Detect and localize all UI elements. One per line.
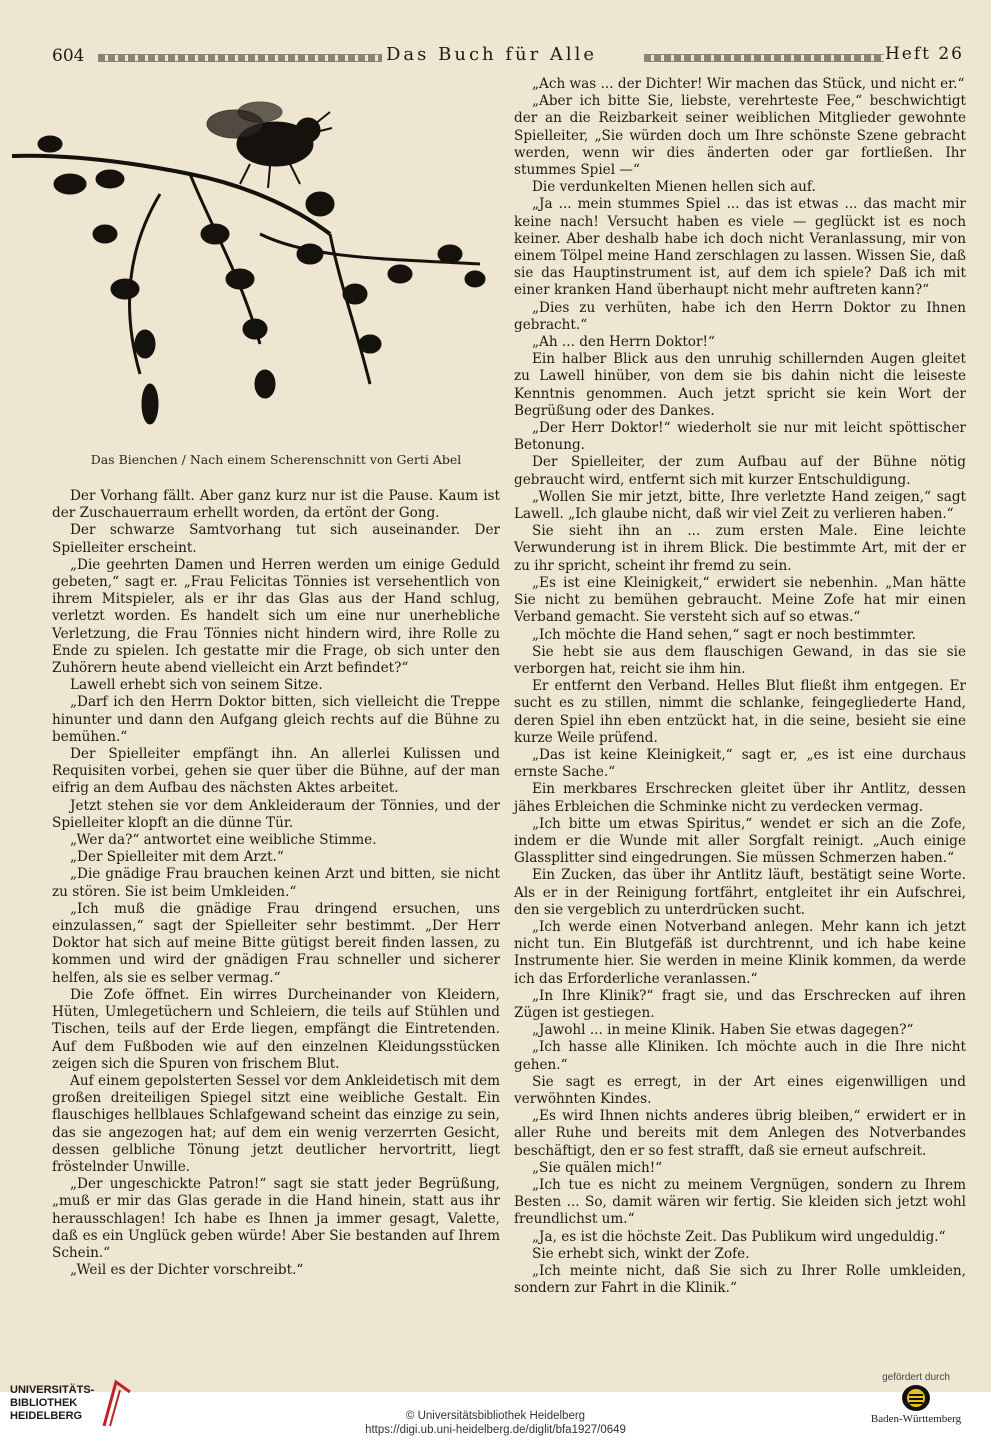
paragraph: „Ich hasse alle Kliniken. Ich möchte auch in die Ihre nicht gehen.“ <box>514 1039 966 1073</box>
paragraph: Ein Zucken, das über ihr Antlitz läuft, bestätigt seine Worte. Als er in der Reinigung fortfährt, entgleitet ihr ein Aufschrei, den sie vergeblich zu unterdrücken sucht. <box>514 867 966 918</box>
illustration-caption: Das Bienchen / Nach einem Scherenschnitt von Gerti Abel <box>90 452 462 467</box>
paragraph: Die Zofe öffnet. Ein wirres Durcheinander von Kleidern, Hüten, Umlegetüchern und Schleiern, die teils auf Stühlen und Tischen, teils auf der Erde liegen, empfängt die Eintretenden. Auf dem Fußboden wie auf den einzelnen Kleidungsstücken zeigen sich die Spuren von frischem Blut. <box>52 986 500 1072</box>
paragraph: Ein merkbares Erschrecken gleitet über ihr Antlitz, dessen jähes Erbleichen die Schminke nicht zu verdecken vermag. <box>514 781 966 815</box>
paragraph: „Das ist keine Kleinigkeit,“ sagt er, „es ist eine durchaus ernste Sache.“ <box>514 746 966 781</box>
paragraph: „Der ungeschickte Patron!“ sagt sie statt jeder Begrüßung, „muß er mir das Glas gerade in die Hand hinein, statt aus ihr herausschlagen! Ich habe es Ihnen ja immer gesagt, Valette, daß es ein Unglück geben würde! Aber Sie bestanden auf Ihrem Schein.“ <box>52 1176 500 1261</box>
paragraph: „Wer da?“ antwortet eine weibliche Stimme. <box>70 832 377 849</box>
paragraph: Jetzt stehen sie vor dem Ankleideraum der Tönnies, und der Spielleiter klopft an die dünne Tür. <box>52 797 500 831</box>
header-ornament-left <box>98 54 382 62</box>
paragraph: „Aber ich bitte Sie, liebste, verehrteste Fee,“ beschwichtigt der an die Reizbarkeit seiner weiblichen Mitglieder gewohnte Spielleiter, „Sie würden doch um Ihre schönste Szene gebracht werden, wenn wir dies änderten oder gar fortließen. Ihr stummes Spiel —“ <box>514 93 966 179</box>
paragraph: Der Spielleiter, der zum Aufbau auf der Bühne nötig gebraucht wird, entfernt sich mit kurzer Entschuldigung. <box>514 454 966 488</box>
paragraph: „Ja ... mein stummes Spiel ... das ist etwas ... das macht mir keine nach! Versucht haben es viele — geglückt ist es noch keiner. Aber deshalb habe ich doch nicht Veranlassung, mir von einem Tölpel meine Hand zerschlagen zu lassen. Wissen Sie, daß sie das Hauptinstrument ist, auf dem ich spiele? Daß ich mit einer kranken Hand überhaupt nicht mehr auftreten kann?“ <box>514 196 966 299</box>
library-footer <box>0 1372 991 1440</box>
paragraph: „Darf ich den Herrn Doktor bitten, sich vielleicht die Treppe hinunter und dann den Aufgang gleich rechts auf die Bühne zu bemühen.“ <box>52 694 500 745</box>
paragraph: „Weil es der Dichter vorschreibt.“ <box>70 1262 304 1279</box>
paragraph: „Ich meinte nicht, daß Sie sich zu Ihrer Rolle umkleiden, sondern zur Fahrt in die Klinik.“ <box>514 1263 966 1297</box>
paragraph: Sie sagt es erregt, in der Art eines eigenwilligen und verwöhnten Kindes. <box>514 1073 966 1107</box>
paragraph: „Sie quälen mich!“ <box>532 1159 663 1176</box>
paragraph: „Der Spielleiter mit dem Arzt.“ <box>70 849 284 866</box>
paragraph: Ein halber Blick aus den unruhig schillernden Augen gleitet zu Lawell hinüber, von dem sie bis dahin nicht die leiseste Kenntnis genommen. Auch jetzt spricht sie kein Wort der Begrüßung oder des Dankes. <box>514 351 966 419</box>
paragraph: „Ah ... den Herrn Doktor!“ <box>532 334 715 351</box>
paragraph: „Dies zu verhüten, habe ich den Herrn Doktor zu Ihnen gebracht.“ <box>514 299 966 333</box>
paragraph: „Ich werde einen Notverband anlegen. Mehr kann ich jetzt nicht tun. Ein Blutgefäß ist durchtrennt, und ich habe keine Instrumente hier. Sie werden in meine Klinik kommen, da werde ich das Erforderliche veranlassen.“ <box>514 918 966 987</box>
paragraph: Sie sieht ihn an ... zum ersten Male. Eine leichte Verwunderung ist in ihrem Blick. Die bestimmte Art, mit der er zu ihr spricht, scheint ihr fremd zu sein. <box>514 523 966 574</box>
paragraph: „Ich tue es nicht zu meinem Vergnügen, sondern zu Ihrem Besten ... So, damit wären wir fertig. Sie kleiden sich jetzt wohl freundlichst um.“ <box>514 1177 966 1228</box>
paragraph: Der Spielleiter empfängt ihn. An allerlei Kulissen und Requisiten vorbei, gehen sie quer über die Bühne, auf der man eifrig an dem Aufbau des nächsten Aktes arbeitet. <box>52 746 500 797</box>
paragraph: Sie erhebt sich, winkt der Zofe. <box>532 1245 750 1262</box>
baden-wuerttemberg-crest-icon <box>901 1384 931 1412</box>
library-logo-text: UNIVERSITÄTS- BIBLIOTHEK HEIDELBERG <box>10 1384 95 1422</box>
header-ornament-right <box>644 54 884 62</box>
bee-silhouette-illustration <box>10 84 490 444</box>
left-text-column <box>52 488 500 1279</box>
paragraph: „Ich muß die gnädige Frau dringend ersuchen, uns einzulassen,“ sagt der Spielleiter sehr bestimmt. „Der Herr Doktor hat sich auf meine Bitte gütigst bereit finden lassen, zu kommen und wird der gnädigen Frau schneller und sicherer helfen, als sie es selber vermag.“ <box>52 900 500 986</box>
paragraph: Lawell erhebt sich von seinem Sitze. <box>70 677 323 694</box>
issue-label: Heft 26 <box>884 44 964 64</box>
running-title: Das Buch für Alle <box>386 44 598 65</box>
paragraph: Der Vorhang fällt. Aber ganz kurz nur ist die Pause. Kaum ist der Zuschauerraum erhellt worden, da ertönt der Gong. <box>52 488 500 522</box>
paragraph: Die verdunkelten Mienen hellen sich auf. <box>532 179 816 196</box>
paragraph: „Ja, es ist die höchste Zeit. Das Publikum wird ungeduldig.“ <box>532 1228 946 1245</box>
paragraph: „Wollen Sie mir jetzt, bitte, Ihre verletzte Hand zeigen,“ sagt Lawell. „Ich glaube nicht, daß wir viel Zeit zu verlieren haben.“ <box>514 488 966 523</box>
funder-name: Baden-Württemberg <box>870 1413 962 1425</box>
paragraph: „Ich möchte die Hand sehen,“ sagt er noch bestimmter. <box>532 626 916 643</box>
paragraph: „Jawohl ... in meine Klinik. Haben Sie etwas dagegen?“ <box>532 1022 914 1039</box>
paragraph: „Die gnädige Frau brauchen keinen Arzt und bitten, sie nicht zu stören. Sie ist beim Umkleiden.“ <box>52 866 500 900</box>
paragraph: „Ich bitte um etwas Spiritus,“ wendet er sich an die Zofe, indem er die Wunde mit aller Sorgfalt reinigt. „Auch einige Glassplitter sind eingedrungen. Sie müssen Schmerzen haben.“ <box>514 815 966 867</box>
source-url-link[interactable]: https://digi.ub.uni-heidelberg.de/diglit/bfa1927/0649 <box>365 1424 626 1436</box>
funded-by-label: gefördert durch <box>882 1372 950 1383</box>
right-text-column <box>514 76 966 1297</box>
paragraph: „Die geehrten Damen und Herren werden um einige Geduld gebeten,“ sagt er. „Frau Felicitas Tönnies ist versehentlich von ihrem Mitspieler, als er ihr das Glas aus der Hand schlug, verletzt worden. Es handelt sich um eine nur unerhebliche Verletzung, die Frau Tönnies nicht hindern wird, ihre Rolle zu Ende zu spielen. Ich gestatte mir die Frage, ob sich unter den Zuhörern heute abend vielleicht ein Arzt befindet?“ <box>52 556 500 677</box>
paragraph: „Der Herr Doktor!“ wiederholt sie nur mit leicht spöttischer Betonung. <box>514 420 966 454</box>
running-header <box>52 40 964 72</box>
paragraph: Auf einem gepolsterten Sessel vor dem Ankleidetisch mit dem großen dreiteiligen Spiegel sitzt eine weibliche Gestalt. Ein flauschiges hellblaues Schlafgewand scheint das einzige zu sein, das sie angezogen hat; auf dem ein wenig verzerrten Gesicht, dessen gelbliche Tönung jetzt deutlicher hervortritt, liegt fröstelnder Unwille. <box>52 1072 500 1175</box>
paragraph: „Es ist eine Kleinigkeit,“ erwidert sie nebenhin. „Man hätte Sie nicht zu bemühen gebraucht. Meine Zofe hat mir einen Verband gemacht. Sie versteht sich auf so etwas.“ <box>514 574 966 626</box>
paragraph: „In Ihre Klinik?“ fragt sie, und das Erschrecken auf ihren Zügen ist gestiegen. <box>514 987 966 1021</box>
copyright-notice: © Universitätsbibliothek Heidelberg <box>405 1410 586 1422</box>
funder-logo <box>861 1372 971 1425</box>
paragraph: Er entfernt den Verband. Helles Blut fließt ihm entgegen. Er sucht es zu stillen, nimmt die schlanke, feingegliederte Hand, deren Spiel ihn eben entzückt hat, in die seine, besieht sie eine kurze Weile prüfend. <box>514 678 966 746</box>
paragraph: Sie hebt sie aus dem flauschigen Gewand, in das sie sie verborgen hat, reicht sie ihm hin. <box>514 643 966 677</box>
paragraph: Der schwarze Samtvorhang tut sich auseinander. Der Spielleiter erscheint. <box>52 522 500 556</box>
paragraph: „Ach was ... der Dichter! Wir machen das Stück, und nicht er.“ <box>532 76 965 92</box>
page-number: 604 <box>52 46 85 66</box>
paragraph: „Es wird Ihnen nichts anderes übrig bleiben,“ erwidert er in aller Ruhe und bereits mit dem Anlegen des Notverbandes beschäftigt, den er so fest strafft, daß sie erneut aufschreit. <box>514 1108 966 1159</box>
